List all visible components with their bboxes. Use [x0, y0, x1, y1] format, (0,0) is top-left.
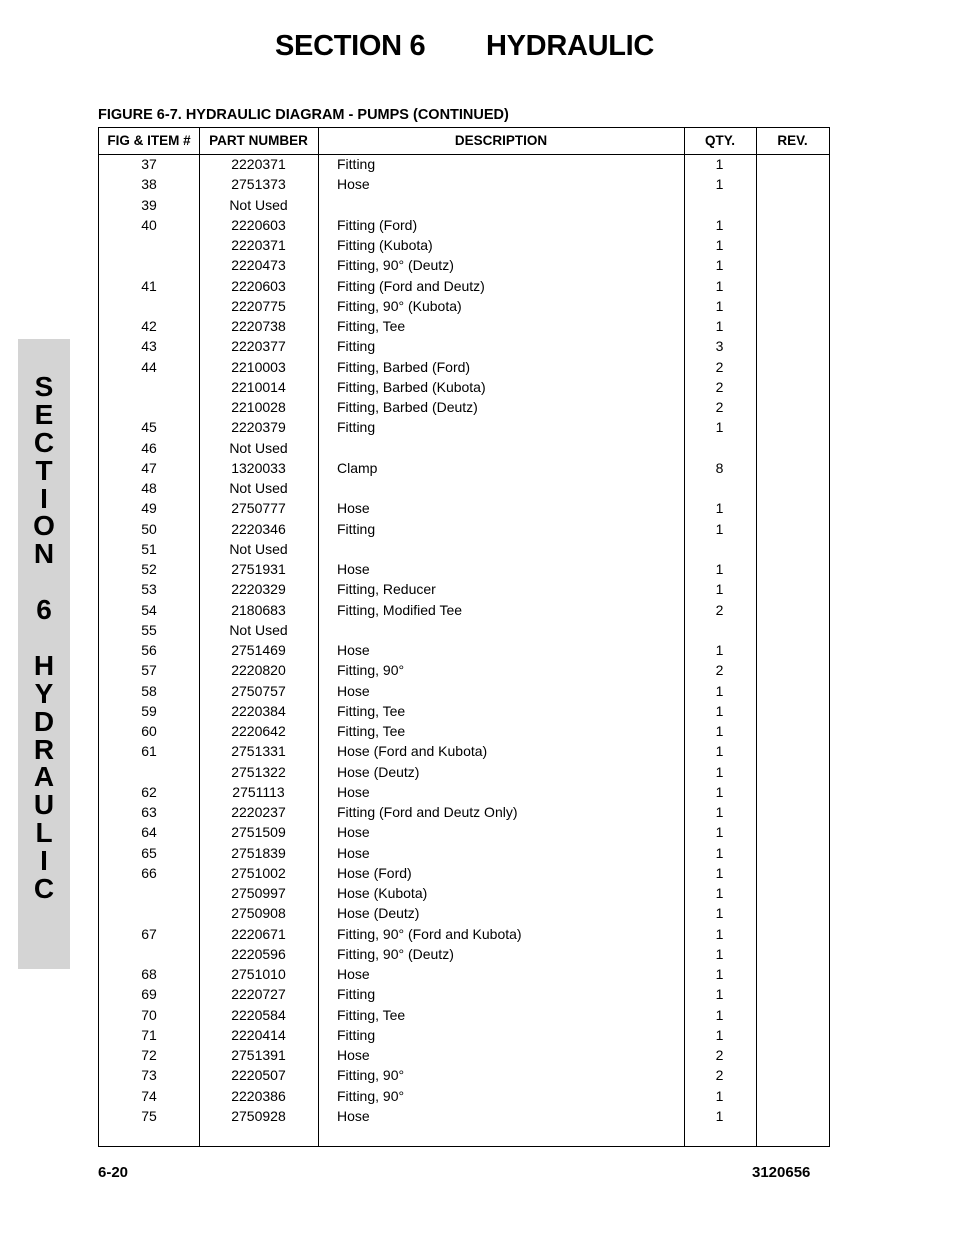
qty-cell: 1 [715, 156, 724, 172]
table-row [99, 640, 829, 660]
side-tab-letter: I [40, 482, 48, 514]
qty-cell: 8 [715, 459, 724, 476]
part-number-cell: 2220377 [231, 338, 286, 355]
description-cell: Fitting, 90° (Kubota) [337, 297, 462, 314]
side-tab-letter: A [33, 761, 55, 793]
table-row [99, 579, 829, 599]
item-cell: 44 [141, 358, 157, 375]
description-cell: Hose (Deutz) [337, 763, 420, 780]
qty-cell: 1 [715, 318, 724, 334]
item-cell: 42 [141, 318, 157, 334]
side-tab-letter: Y [34, 677, 54, 709]
qty-cell: 1 [715, 885, 724, 901]
table-row [99, 802, 829, 822]
description-cell: Fitting [337, 338, 376, 355]
table-row [99, 1045, 829, 1065]
qty-cell: 1 [715, 925, 724, 942]
table-row [99, 215, 829, 235]
qty-cell: 1 [715, 905, 724, 922]
part-number-cell: 2220346 [231, 520, 286, 537]
description-cell: Fitting, 90° [337, 662, 405, 679]
table-row [99, 539, 829, 559]
description-cell: Fitting (Ford and Deutz Only) [337, 804, 518, 820]
description-cell: Hose [337, 682, 370, 699]
item-cell: 38 [141, 176, 157, 193]
part-number-cell: 2751002 [231, 864, 286, 881]
qty-cell: 1 [715, 297, 724, 314]
part-number-cell: 2751391 [231, 1047, 286, 1063]
item-cell: 62 [141, 783, 157, 800]
side-tab-letter: O [33, 510, 55, 542]
description-cell: Fitting, Tee [337, 723, 406, 739]
table-row [99, 620, 829, 640]
description-cell: Fitting, Tee [337, 702, 406, 719]
side-tab-letter: C [33, 873, 55, 905]
part-number-cell: 2180683 [231, 601, 286, 618]
part-number-cell: 2751931 [231, 561, 286, 577]
qty-cell: 1 [715, 419, 724, 436]
table-row [99, 822, 829, 842]
qty-cell: 2 [715, 601, 724, 618]
part-number-cell: 2750757 [231, 682, 286, 699]
item-cell: 63 [141, 804, 157, 820]
description-cell: Fitting (Ford and Deutz) [337, 277, 485, 294]
part-number-cell: 2220738 [231, 318, 286, 334]
description-cell: Fitting, Modified Tee [337, 601, 463, 618]
item-cell: 37 [141, 156, 157, 172]
item-cell: 43 [141, 338, 157, 355]
table-row [99, 924, 829, 944]
document-number: 3120656 [752, 1164, 811, 1181]
item-cell: 64 [141, 824, 157, 841]
description-cell: Fitting, Reducer [337, 581, 436, 598]
side-tab-letter: R [33, 733, 55, 765]
description-cell: Fitting [337, 419, 376, 436]
description-cell: Hose [337, 824, 370, 841]
section-title: HYDRAULIC [486, 30, 655, 62]
qty-cell: 2 [715, 378, 724, 395]
part-number-cell: 1320033 [231, 459, 286, 476]
part-number-cell: 2220371 [231, 237, 286, 253]
description-cell: Fitting [337, 520, 376, 537]
part-number-cell: 2751469 [231, 642, 286, 658]
qty-cell: 1 [715, 763, 724, 780]
description-cell: Fitting, 90° (Deutz) [337, 257, 454, 274]
table-row [99, 235, 829, 255]
table-row [99, 762, 829, 782]
qty-cell: 2 [715, 1067, 724, 1084]
item-cell: 54 [141, 601, 157, 618]
qty-cell: 1 [715, 723, 724, 739]
description-cell: Fitting, Barbed (Deutz) [337, 399, 478, 415]
part-number-cell: 2751331 [231, 743, 286, 760]
item-cell: 56 [141, 642, 157, 658]
part-number-cell: 2220727 [231, 986, 286, 1003]
description-cell: Fitting, 90° (Ford and Kubota) [337, 925, 522, 942]
description-cell: Hose [337, 1047, 370, 1063]
description-cell: Hose (Ford) [337, 864, 412, 881]
description-cell: Hose [337, 844, 370, 861]
table-row [99, 438, 829, 458]
table-row [99, 276, 829, 296]
side-tab-letter: C [33, 426, 55, 458]
table-row [99, 721, 829, 741]
side-tab-letter: I [40, 845, 48, 877]
side-tab-letter: N [33, 538, 55, 570]
table-row [99, 195, 829, 215]
table-row [99, 1005, 829, 1025]
qty-cell: 2 [715, 399, 724, 415]
qty-cell: 1 [715, 500, 724, 517]
qty-cell: 1 [715, 743, 724, 760]
part-number-cell: 2220603 [231, 216, 286, 233]
description-cell: Fitting, Barbed (Kubota) [337, 378, 486, 395]
item-cell: 46 [141, 439, 157, 456]
part-number-cell: 2220775 [231, 297, 286, 314]
item-cell: 48 [141, 480, 157, 496]
part-number-cell: 2220379 [231, 419, 286, 436]
table-row [99, 174, 829, 194]
part-number-cell: 2220384 [231, 702, 286, 719]
part-number-cell: 2220820 [231, 662, 286, 679]
description-cell: Clamp [337, 459, 378, 476]
part-number-cell: 2220584 [231, 1006, 286, 1023]
description-cell: Fitting (Kubota) [337, 237, 433, 253]
part-number-cell: Not Used [229, 540, 288, 557]
side-tab-letter: 6 [36, 594, 52, 626]
item-cell: 60 [141, 723, 157, 739]
table-row [99, 701, 829, 721]
qty-cell: 1 [715, 945, 724, 962]
item-cell: 50 [141, 520, 157, 537]
qty-cell: 1 [715, 844, 724, 861]
item-cell: 53 [141, 581, 157, 598]
qty-cell: 1 [715, 824, 724, 841]
qty-cell: 1 [715, 783, 724, 800]
qty-cell: 1 [715, 176, 724, 193]
part-number-cell: 2750997 [231, 885, 286, 901]
description-cell: Fitting, Barbed (Ford) [337, 358, 471, 375]
part-number-cell: Not Used [229, 621, 288, 638]
table-row [99, 296, 829, 316]
part-number-cell: 2210003 [231, 358, 286, 375]
description-cell: Hose [337, 966, 370, 982]
table-row [99, 357, 829, 377]
table-row [99, 458, 829, 478]
part-number-cell: 2751010 [231, 966, 286, 982]
description-cell: Fitting, Tee [337, 1006, 406, 1023]
qty-cell: 3 [715, 338, 724, 355]
header-part-number: PART NUMBER [209, 133, 308, 148]
header-rev: REV. [777, 133, 808, 148]
table-row [99, 903, 829, 923]
table-row [99, 964, 829, 984]
page-number: 6-20 [98, 1164, 129, 1181]
description-cell: Hose [337, 561, 370, 577]
item-cell: 49 [141, 500, 157, 517]
item-cell: 68 [141, 966, 157, 982]
part-number-cell: 2751373 [231, 176, 286, 193]
part-number-cell: 2220329 [231, 581, 286, 598]
table-row [99, 1086, 829, 1106]
table-row [99, 863, 829, 883]
part-number-cell: 2220414 [231, 1026, 286, 1043]
qty-cell: 1 [715, 986, 724, 1003]
part-number-cell: Not Used [229, 439, 288, 456]
side-tab-letter: L [35, 817, 53, 849]
description-cell: Fitting, 90° (Deutz) [337, 945, 454, 962]
part-number-cell: 2751839 [231, 844, 286, 861]
qty-cell: 1 [715, 1087, 724, 1104]
table-row [99, 417, 829, 437]
part-number-cell: 2220596 [231, 945, 286, 962]
qty-cell: 1 [715, 277, 724, 294]
side-tab-letter: H [33, 649, 55, 681]
table-row [99, 1106, 829, 1126]
table-row [99, 498, 829, 518]
table-row [99, 600, 829, 620]
item-cell: 45 [141, 419, 157, 436]
header-qty: QTY. [704, 133, 735, 148]
description-cell: Hose [337, 1107, 370, 1124]
qty-cell: 1 [715, 561, 724, 577]
item-cell: 47 [141, 459, 157, 476]
part-number-cell: Not Used [229, 196, 288, 213]
table-row [99, 255, 829, 275]
description-cell: Fitting, 90° [337, 1067, 405, 1084]
qty-cell: 1 [715, 642, 724, 658]
table-row [99, 336, 829, 356]
side-tab-letter: U [33, 789, 55, 821]
table-row [99, 1025, 829, 1045]
side-tab-letter: D [33, 705, 55, 737]
part-number-cell: 2220642 [231, 723, 286, 739]
part-number-cell: 2210028 [231, 399, 286, 415]
table-row [99, 316, 829, 336]
description-cell: Fitting [337, 986, 376, 1003]
table-row [99, 944, 829, 964]
table-row [99, 660, 829, 680]
item-cell: 57 [141, 662, 157, 679]
part-number-cell: 2210014 [231, 378, 286, 395]
qty-cell: 1 [715, 1107, 724, 1124]
description-cell: Hose [337, 642, 370, 658]
part-number-cell: 2220371 [231, 156, 286, 172]
part-number-cell: 2220237 [231, 804, 286, 820]
description-cell: Fitting, 90° [337, 1087, 405, 1104]
description-cell: Fitting, Tee [337, 318, 406, 334]
qty-cell: 2 [715, 662, 724, 679]
item-cell: 51 [141, 540, 157, 557]
item-cell: 66 [141, 864, 157, 881]
qty-cell: 1 [715, 1026, 724, 1043]
side-tab-letter: E [34, 398, 54, 430]
qty-cell: 1 [715, 237, 724, 253]
table-row [99, 377, 829, 397]
part-number-cell: 2750908 [231, 905, 286, 922]
part-number-cell: 2751322 [231, 763, 286, 780]
side-tab-letter: S [34, 371, 54, 402]
section-side-tab [18, 339, 70, 969]
table-row [99, 154, 829, 174]
section-label: SECTION 6 [275, 30, 426, 62]
part-number-cell: 2220386 [231, 1087, 286, 1104]
qty-cell: 1 [715, 216, 724, 233]
item-cell: 59 [141, 702, 157, 719]
qty-cell: 1 [715, 864, 724, 881]
item-cell: 39 [141, 196, 157, 213]
part-number-cell: 2750928 [231, 1107, 286, 1124]
table-row [99, 782, 829, 802]
qty-cell: 1 [715, 682, 724, 699]
header-item: FIG & ITEM # [107, 133, 191, 148]
table-row [99, 984, 829, 1004]
qty-cell: 1 [715, 966, 724, 982]
item-cell: 52 [141, 561, 157, 577]
part-number-cell: 2750777 [231, 500, 286, 517]
part-number-cell: 2751509 [231, 824, 286, 841]
qty-cell: 1 [715, 702, 724, 719]
table-row [99, 741, 829, 761]
description-cell: Hose (Deutz) [337, 905, 420, 922]
item-cell: 71 [141, 1026, 157, 1043]
description-cell: Hose [337, 783, 370, 800]
table-row [99, 843, 829, 863]
item-cell: 73 [141, 1067, 157, 1084]
table-row [99, 478, 829, 498]
description-cell: Fitting [337, 1026, 376, 1043]
table-body [99, 154, 829, 1126]
parts-table [98, 127, 830, 1147]
item-cell: 70 [141, 1006, 157, 1023]
description-cell: Hose (Kubota) [337, 885, 428, 901]
part-number-cell: 2220671 [231, 925, 286, 942]
part-number-cell: 2751113 [232, 783, 285, 800]
part-number-cell: 2220473 [231, 257, 286, 274]
item-cell: 58 [141, 682, 157, 699]
item-cell: 75 [141, 1107, 157, 1124]
qty-cell: 1 [715, 520, 724, 537]
table-row [99, 519, 829, 539]
item-cell: 65 [141, 844, 157, 861]
part-number-cell: Not Used [229, 480, 288, 496]
table-row [99, 681, 829, 701]
item-cell: 67 [141, 925, 157, 942]
description-cell: Hose (Ford and Kubota) [337, 743, 488, 760]
item-cell: 55 [141, 621, 157, 638]
qty-cell: 1 [715, 581, 724, 598]
qty-cell: 2 [715, 1047, 724, 1063]
table-row [99, 1065, 829, 1085]
description-cell: Hose [337, 176, 370, 193]
description-cell: Hose [337, 500, 370, 517]
qty-cell: 1 [715, 1006, 724, 1023]
item-cell: 40 [141, 216, 157, 233]
part-number-cell: 2220507 [231, 1067, 286, 1084]
description-cell: Fitting (Ford) [337, 216, 418, 233]
table-row [99, 559, 829, 579]
qty-cell: 1 [715, 257, 724, 274]
header-description: DESCRIPTION [454, 133, 548, 148]
qty-cell: 2 [715, 358, 724, 375]
item-cell: 74 [141, 1087, 157, 1104]
item-cell: 69 [141, 986, 157, 1003]
part-number-cell: 2220603 [231, 277, 286, 294]
table-row [99, 397, 829, 417]
item-cell: 61 [141, 743, 157, 760]
figure-title: FIGURE 6-7. HYDRAULIC DIAGRAM - PUMPS (CONTINUED) [98, 107, 509, 123]
qty-cell: 1 [715, 804, 724, 820]
description-cell: Fitting [337, 156, 376, 172]
item-cell: 72 [141, 1047, 157, 1063]
side-tab-letter: T [35, 454, 53, 486]
item-cell: 41 [141, 277, 157, 294]
table-row [99, 883, 829, 903]
